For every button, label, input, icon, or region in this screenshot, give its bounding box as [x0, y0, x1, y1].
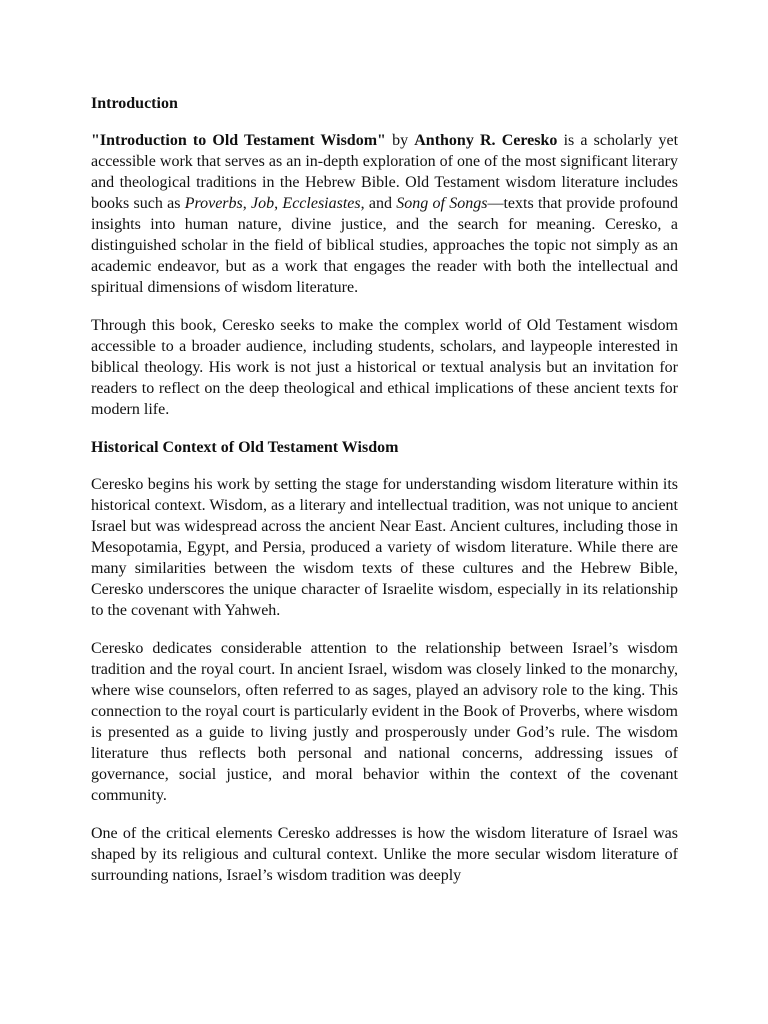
intro-paragraph-1 — [91, 130, 678, 298]
historical-paragraph-1: Ceresko begins his work by setting the stage for understanding wisdom literature within its historical context. Wisdom, as a literary and intellectual tradition, was not unique to ancient Israel but was widespread across the ancient Near East. Ancient cultures, including those in Mesopotamia, Egypt, and Persia, produced a variety of wisdom literature. While there are many similarities between the wisdom texts of these cultures and the Hebrew Bible, Ceresko underscores the unique character of Israelite wisdom, especially in its relationship to the covenant with Yahweh. — [91, 476, 678, 619]
author-name: Anthony R. Ceresko — [414, 132, 558, 149]
book-title: "Introduction to Old Testament Wisdom" — [91, 132, 386, 149]
intro-paragraph-2: Through this book, Ceresko seeks to make the complex world of Old Testament wisdom accessible to a broader audience, including students, scholars, and laypeople interested in biblical theology. His work is not just a historical or textual analysis but an invitation for readers to reflect on the deep theological and ethical implications of these ancient texts for modern life. — [91, 317, 678, 418]
separator: , and — [360, 195, 397, 212]
intro-text-b: —texts that provide profound insights into human nature, divine justice, and the search for meaning. Ceresko, a distinguished scholar in the field of biblical studies, approaches the topic not simply as an academic endeavor, but as a work that engages the reader with both the intellectual and spiritual dimensions of wisdom literature. — [91, 195, 679, 296]
intro-text-a: is a scholarly yet accessible work that serves as an in-depth exploration of one of the most significant literary and theological traditions in the Hebrew Bible. Old Testament wisdom literature includes books such as — [91, 132, 679, 212]
book-job: Job — [251, 195, 275, 212]
book-proverbs: Proverbs — [184, 195, 243, 212]
heading-introduction: Introduction — [91, 95, 178, 112]
book-ecclesiastes: Ecclesiastes — [282, 195, 361, 212]
separator: , — [242, 195, 252, 212]
book-song-of-songs: Song of Songs — [396, 195, 488, 212]
historical-paragraph-3: One of the critical elements Ceresko addresses is how the wisdom literature of Israel was shaped by its religious and cultural context. Unlike the more secular wisdom literature of surrounding nations, Israel’s wisdom tradition was deeply — [91, 825, 678, 884]
separator: , — [274, 195, 283, 212]
historical-paragraph-2: Ceresko dedicates considerable attention to the relationship between Israel’s wisdom tradition and the royal court. In ancient Israel, wisdom was closely linked to the monarchy, where wise counselors, often referred to as sages, played an advisory role to the king. This connection to the royal court is particularly evident in the Book of Proverbs, where wisdom is presented as a guide to living justly and prosperously under God’s rule. The wisdom literature thus reflects both personal and national concerns, addressing issues of governance, social justice, and moral behavior within the context of the covenant community. — [91, 640, 678, 804]
by-text: by — [385, 132, 415, 149]
heading-historical-context: Historical Context of Old Testament Wisdom — [91, 439, 399, 456]
